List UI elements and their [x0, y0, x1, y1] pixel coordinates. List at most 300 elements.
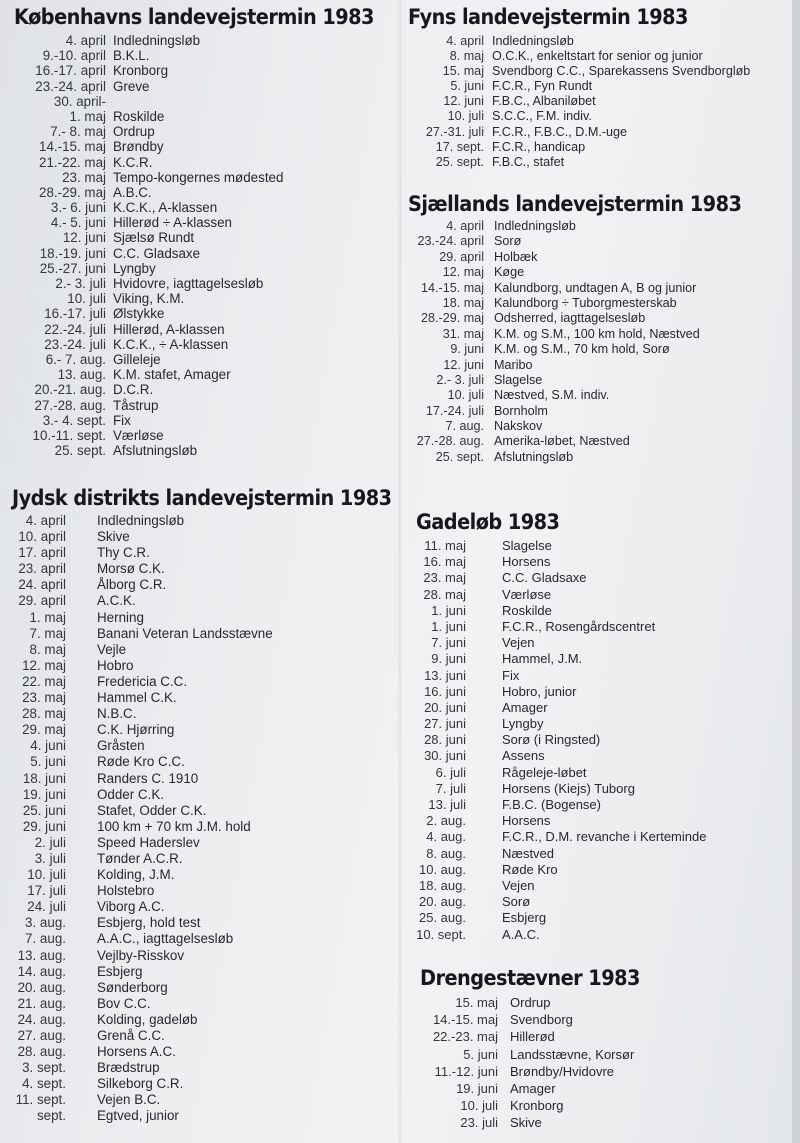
event-name: Sorø — [502, 894, 531, 910]
event-date: 15. maj — [442, 64, 484, 79]
schedule-row — [14, 139, 405, 154]
event-date: 3. juli — [34, 850, 66, 866]
event-name: Grenå C.C. — [97, 1028, 165, 1043]
schedule-row — [14, 170, 405, 185]
schedule-row — [408, 79, 712, 94]
schedule-row — [12, 964, 425, 980]
schedule-row — [12, 1012, 425, 1028]
event-name: B.K.L. — [113, 48, 150, 64]
event-name: Vejen B.C. — [97, 1092, 161, 1108]
event-name: Amerika-løbet, Næstved — [494, 434, 630, 449]
schedule-row — [12, 1092, 425, 1108]
schedule-row — [14, 230, 405, 245]
event-name: Skive — [510, 1115, 542, 1131]
schedule-row — [408, 265, 770, 280]
event-name: Kalundborg, undtagen A, B og junior — [494, 280, 697, 295]
event-date: 12. juni — [62, 230, 106, 246]
event-date: 16. juni — [424, 683, 466, 699]
event-name: Horsens (Kiejs) Tuborg — [502, 780, 635, 796]
event-date: 16.-17. april — [35, 63, 106, 79]
schedule-row — [416, 829, 707, 845]
event-date: 25.-27. juni — [39, 260, 106, 276]
event-name: Vejen — [502, 877, 535, 893]
event-name: C.C. Gladsaxe — [502, 570, 587, 586]
event-name: Indledningsløb — [113, 33, 201, 48]
schedule-row — [12, 610, 425, 626]
event-name: Fredericia C.C. — [97, 673, 188, 689]
event-name: Herning — [97, 609, 144, 625]
schedule-row — [12, 545, 425, 561]
event-name: Holbæk — [494, 249, 538, 264]
event-date: 1. maj — [69, 108, 106, 124]
schedule-row — [14, 306, 405, 321]
event-name: Røde Kro C.C. — [97, 754, 185, 770]
schedule-row — [12, 931, 425, 947]
event-date: 25. sept. — [435, 154, 484, 169]
schedule-row — [12, 1076, 425, 1092]
event-name: Afslutningsløb — [113, 443, 198, 459]
event-name: Værløse — [113, 427, 164, 443]
section-title: Fyns landevejstermin 1983 — [408, 5, 688, 29]
schedule-row — [416, 748, 572, 764]
event-date: 23.-24. april — [35, 78, 106, 94]
event-name: K.M. og S.M., 70 km hold, Sorø — [494, 342, 670, 357]
event-name: Hvidovre, iagttagelsesløb — [113, 276, 264, 291]
section-fyns — [408, 5, 751, 170]
event-date: 4. sept. — [22, 1076, 66, 1092]
event-name: Tåstrup — [113, 397, 159, 413]
event-date: 29. maj — [22, 722, 66, 738]
schedule-row — [408, 125, 712, 140]
event-name: Bornholm — [494, 403, 548, 418]
schedule-row — [12, 883, 425, 899]
event-name: Nakskov — [494, 419, 543, 434]
schedule-row — [14, 367, 405, 382]
event-date: 3.- 6. juni — [50, 200, 106, 216]
event-name: Odsherred, iagttagelsesløb — [494, 311, 646, 326]
event-name: Vejen — [502, 635, 535, 651]
event-name: Lyngby — [113, 260, 156, 276]
event-date: 11. maj — [424, 538, 466, 553]
schedule-row — [416, 780, 635, 797]
event-date: 17. juli — [27, 883, 66, 899]
schedule-row — [12, 996, 425, 1012]
schedule-row — [416, 603, 572, 619]
event-name: Hillerød ÷ A-klassen — [113, 215, 232, 231]
schedule-row — [14, 124, 405, 139]
event-date: 27. aug. — [17, 1028, 66, 1043]
schedule-row — [12, 1060, 425, 1076]
schedule-row — [12, 561, 425, 577]
event-name: Bov C.C. — [97, 995, 151, 1011]
event-name: N.B.C. — [97, 706, 137, 722]
event-date: 4. april — [65, 33, 106, 48]
event-name: A.B.C. — [113, 184, 152, 200]
event-name: D.C.R. — [113, 382, 154, 398]
event-name: Randers C. 1910 — [97, 770, 199, 786]
event-date: 8. maj — [29, 641, 66, 657]
event-name: Kolding, J.M. — [97, 867, 175, 883]
event-date: 17.-24. juli — [425, 403, 484, 418]
schedule-list — [12, 513, 425, 1125]
event-date: 4. aug. — [426, 829, 466, 845]
schedule-row — [12, 658, 425, 674]
event-name: Køge — [494, 265, 525, 280]
event-name: Ordrup — [113, 124, 155, 140]
schedule-row — [408, 373, 770, 388]
event-date: 4. april — [446, 219, 484, 233]
schedule-row — [14, 443, 405, 458]
event-name: Næstved, S.M. indiv. — [494, 388, 610, 403]
event-name: K.C.R. — [113, 154, 153, 170]
section-kobenhavn — [14, 5, 405, 458]
event-name: Esbjerg — [97, 963, 143, 979]
event-date: 12. maj — [442, 265, 484, 280]
event-name: C.K. Hjørring — [97, 722, 175, 738]
event-date: 7. aug. — [445, 419, 484, 434]
event-date: 13. juni — [424, 667, 466, 683]
schedule-row — [12, 787, 425, 803]
schedule-row — [420, 1046, 659, 1063]
event-date: 10. juli — [460, 1098, 498, 1114]
event-date: 29. juni — [22, 818, 66, 834]
event-date: 16.-17. juli — [44, 306, 106, 322]
event-name: Greve — [113, 78, 150, 94]
schedule-row — [408, 250, 770, 265]
schedule-row — [14, 215, 405, 230]
schedule-row — [416, 797, 601, 813]
event-name: Viborg A.C. — [97, 899, 165, 915]
event-date: 23. maj — [22, 690, 66, 706]
event-name: Landsstævne, Korsør — [510, 1046, 635, 1062]
schedule-row — [12, 1108, 425, 1124]
event-name: F.B.C., stafet — [492, 154, 565, 169]
event-name: Hammel, J.M. — [502, 651, 583, 667]
event-date: 23. juli — [460, 1115, 498, 1131]
event-date: 28. maj — [423, 586, 466, 602]
schedule-row — [416, 618, 656, 635]
event-date: 8. maj — [449, 49, 484, 64]
event-date: 18. juni — [22, 770, 66, 786]
event-name: Maribo — [494, 357, 533, 372]
schedule-row — [12, 722, 425, 738]
event-name: Assens — [502, 748, 545, 764]
event-name: O.C.K., enkeltstart for senior og junior — [492, 49, 703, 64]
event-name: Sønderborg — [97, 979, 168, 995]
event-date: 14. aug. — [17, 963, 66, 979]
schedule-row — [14, 428, 405, 443]
schedule-row — [12, 1044, 425, 1060]
event-name: Indledningsløb — [494, 219, 576, 233]
schedule-row — [14, 79, 405, 94]
event-date: 12. maj — [22, 657, 66, 673]
event-date: 4.- 5. juni — [50, 215, 106, 231]
event-date: 13. aug. — [17, 947, 66, 963]
schedule-row — [12, 1028, 425, 1044]
event-date: 7. juni — [431, 635, 466, 651]
event-date: 21. aug. — [17, 995, 66, 1011]
event-date: 18.-19. juni — [39, 245, 106, 261]
schedule-row — [408, 155, 712, 170]
event-name: A.A.C., iagttagelsesløb — [97, 931, 234, 947]
schedule-row — [14, 109, 405, 124]
schedule-row — [416, 635, 572, 651]
schedule-row — [416, 554, 572, 570]
event-date: 7. aug. — [25, 931, 66, 947]
event-date: 14.-15. maj — [432, 1012, 498, 1028]
event-name: Hobro — [97, 657, 134, 673]
schedule-list — [14, 33, 405, 458]
event-name: Lyngby — [502, 716, 544, 732]
event-name: Sjælsø Rundt — [113, 230, 195, 246]
event-name: Værløse — [502, 586, 552, 602]
event-date: 24. juli — [27, 899, 66, 915]
section-jydsk — [12, 486, 425, 1125]
event-name: Amager — [502, 699, 548, 715]
schedule-row — [408, 234, 770, 249]
event-name: F.B.C., Albaniløbet — [492, 94, 596, 109]
event-name: Fix — [502, 667, 520, 683]
event-date: 10. april — [18, 529, 66, 545]
event-name: C.C. Gladsaxe — [113, 245, 201, 261]
event-date: 1. juni — [431, 618, 466, 634]
schedule-row — [12, 819, 425, 835]
event-name: Hammel C.K. — [97, 690, 177, 706]
schedule-row — [416, 651, 583, 667]
schedule-row — [14, 276, 405, 291]
event-name: Vejle — [97, 641, 127, 657]
schedule-row — [12, 835, 425, 851]
event-date: 10. juli — [27, 867, 66, 883]
event-date: 15. maj — [455, 995, 498, 1010]
event-date: 5. juni — [463, 1046, 498, 1062]
schedule-row — [416, 716, 572, 732]
schedule-row — [416, 538, 572, 554]
event-date: 31. maj — [442, 326, 484, 341]
event-date: 9.-10. april — [42, 48, 106, 64]
schedule-row — [14, 398, 405, 413]
event-date: 4. april — [25, 513, 66, 528]
event-date: 7. juli — [435, 780, 466, 796]
event-date: 17. april — [18, 545, 66, 561]
schedule-row — [408, 358, 770, 373]
event-name: Morsø C.K. — [97, 561, 165, 577]
section-title: Jydsk distrikts landevejstermin 1983 — [12, 486, 392, 510]
event-date: 6. juli — [435, 764, 466, 780]
schedule-row — [14, 155, 405, 170]
event-date: 1. maj — [29, 609, 66, 625]
schedule-row — [14, 33, 405, 48]
schedule-row — [14, 185, 405, 200]
event-name: Sorø (i Ringsted) — [502, 732, 601, 748]
event-name: F.B.C. (Bogense) — [502, 797, 601, 812]
event-name: K.C.K., ÷ A-klassen — [113, 336, 229, 352]
event-date: 25. sept. — [54, 443, 106, 459]
event-date: 10.-11. sept. — [32, 427, 106, 443]
schedule-row — [14, 352, 405, 367]
event-name: K.C.K., A-klassen — [113, 200, 218, 216]
schedule-list — [408, 34, 751, 170]
event-name: Sorø — [494, 234, 522, 249]
schedule-row — [14, 94, 405, 109]
section-title: Drengestævner 1983 — [420, 966, 640, 990]
event-name: Kronborg — [510, 1098, 564, 1114]
schedule-row — [12, 754, 425, 770]
event-date: 13. juli — [428, 797, 466, 812]
schedule-row — [12, 803, 425, 819]
event-name: Egtved, junior — [97, 1108, 179, 1124]
event-name: Indledningsløb — [97, 513, 185, 528]
event-date: 18. maj — [442, 295, 484, 310]
event-name: A.C.K. — [97, 593, 136, 609]
event-date: 28. juni — [424, 732, 466, 748]
schedule-row — [12, 915, 425, 931]
event-name: A.A.C. — [502, 926, 540, 942]
event-name: Skive — [97, 529, 130, 545]
section-gadelob — [416, 510, 707, 943]
event-date: 14.-15. maj — [421, 280, 484, 295]
schedule-row — [408, 450, 770, 465]
event-name: 100 km + 70 km J.M. hold — [97, 818, 251, 834]
event-date: 2. aug. — [426, 813, 466, 829]
event-date: 28.-29. maj — [421, 311, 484, 326]
event-name: Røde Kro — [502, 861, 558, 877]
event-name: Amager — [510, 1080, 556, 1096]
event-date: 22. maj — [22, 673, 66, 689]
schedule-row — [416, 846, 572, 862]
event-date: 14.-15. maj — [39, 139, 106, 155]
event-date: 7. maj — [29, 625, 66, 641]
event-date: 20. aug. — [419, 894, 466, 910]
schedule-row — [416, 668, 572, 684]
schedule-row — [14, 413, 405, 428]
schedule-list — [420, 994, 659, 1132]
event-date: 10. juli — [67, 291, 106, 307]
event-date: 28. aug. — [17, 1044, 66, 1060]
event-name: Brædstrup — [97, 1060, 160, 1076]
event-name: Ølstykke — [113, 306, 165, 322]
schedule-list — [408, 219, 770, 465]
schedule-row — [12, 593, 425, 609]
event-date: 27.-28. aug. — [416, 434, 484, 449]
event-date: 20. juni — [424, 699, 466, 715]
schedule-row — [420, 1097, 659, 1114]
schedule-row — [420, 1114, 659, 1131]
section-title: Gadeløb 1983 — [416, 510, 560, 534]
event-name: Horsens A.C. — [97, 1044, 176, 1060]
schedule-row — [14, 322, 405, 337]
schedule-row — [12, 529, 425, 545]
event-name: Fix — [113, 412, 131, 428]
event-name: Hillerød — [510, 1029, 555, 1045]
event-name: Hillerød, A-klassen — [113, 321, 225, 337]
event-name: Hobro, junior — [502, 683, 577, 699]
event-date: 23.-24. juli — [44, 336, 106, 352]
event-name: Brøndby — [113, 139, 164, 155]
event-date: 10. juli — [447, 388, 484, 403]
schedule-row — [416, 910, 572, 926]
event-date: 27.-31. juli — [425, 124, 484, 139]
event-name: Stafet, Odder C.K. — [97, 802, 207, 818]
schedule-row — [416, 927, 572, 943]
event-name: Brøndby/Hvidovre — [510, 1063, 615, 1079]
event-date: 23. april — [18, 561, 66, 577]
schedule-row — [416, 683, 577, 700]
event-date: 3. aug. — [25, 915, 66, 931]
event-name: Esbjerg — [502, 910, 547, 926]
schedule-row — [408, 219, 770, 234]
section-title: Sjællands landevejstermin 1983 — [408, 192, 742, 216]
schedule-row — [416, 878, 572, 894]
event-name: Indledningsløb — [492, 34, 574, 48]
schedule-row — [420, 1028, 659, 1045]
event-name: Tempo-kongernes mødested — [113, 169, 284, 185]
event-date: 7.- 8. maj — [50, 124, 106, 140]
schedule-row — [12, 851, 425, 867]
schedule-row — [416, 587, 572, 603]
event-date: 8. aug. — [426, 845, 466, 861]
schedule-row — [12, 690, 425, 706]
schedule-row — [14, 291, 405, 306]
event-name: Silkeborg C.R. — [97, 1076, 184, 1092]
section-title: Københavns landevejstermin 1983 — [14, 5, 374, 29]
event-date: 10. juli — [447, 109, 484, 124]
event-date: 30. juni — [424, 748, 466, 764]
event-name: Roskilde — [502, 602, 552, 618]
event-date: 24. april — [18, 577, 66, 593]
event-date: 25. sept. — [435, 449, 484, 464]
event-date: 22.-23. maj — [432, 1029, 498, 1045]
schedule-row — [420, 1063, 659, 1080]
schedule-row — [408, 388, 770, 403]
event-date: 27.-28. aug. — [34, 397, 106, 413]
event-name: Svendborg C.C., Sparekassens Svendborgløb — [492, 64, 751, 79]
event-name: Esbjerg, hold test — [97, 915, 201, 931]
schedule-row — [408, 94, 712, 109]
event-date: 4. juni — [30, 738, 66, 754]
event-date: 10. sept. — [416, 926, 466, 942]
schedule-row — [408, 49, 712, 64]
schedule-row — [416, 700, 572, 716]
schedule-row — [408, 419, 770, 434]
event-name: Horsens — [502, 813, 551, 829]
schedule-row — [416, 732, 601, 748]
event-name: Tønder A.C.R. — [97, 850, 183, 866]
schedule-row — [408, 281, 770, 296]
event-name: F.C.R., D.M. revanche i Kerteminde — [502, 829, 707, 845]
schedule-list — [416, 538, 707, 943]
event-date: 2.- 3. juli — [436, 372, 484, 387]
event-date: 20.-21. aug. — [34, 382, 106, 398]
schedule-row — [14, 48, 405, 63]
event-date: 23.-24. april — [417, 234, 484, 249]
schedule-row — [14, 246, 405, 261]
event-name: Ålborg C.R. — [97, 577, 167, 593]
event-date: 30. april- — [53, 93, 106, 109]
event-name: Viking, K.M. — [113, 291, 185, 307]
event-date: 23. maj — [62, 169, 106, 185]
event-name: Gråsten — [97, 738, 145, 754]
event-date: 10. aug. — [419, 861, 466, 877]
event-date: 6.- 7. aug. — [45, 351, 106, 367]
schedule-row — [12, 771, 425, 787]
schedule-row — [408, 434, 770, 449]
schedule-row — [14, 337, 405, 352]
event-date: 2.- 3. juli — [55, 276, 106, 291]
schedule-row — [416, 764, 587, 781]
event-date: 25. juni — [22, 802, 66, 818]
schedule-row — [12, 738, 425, 754]
